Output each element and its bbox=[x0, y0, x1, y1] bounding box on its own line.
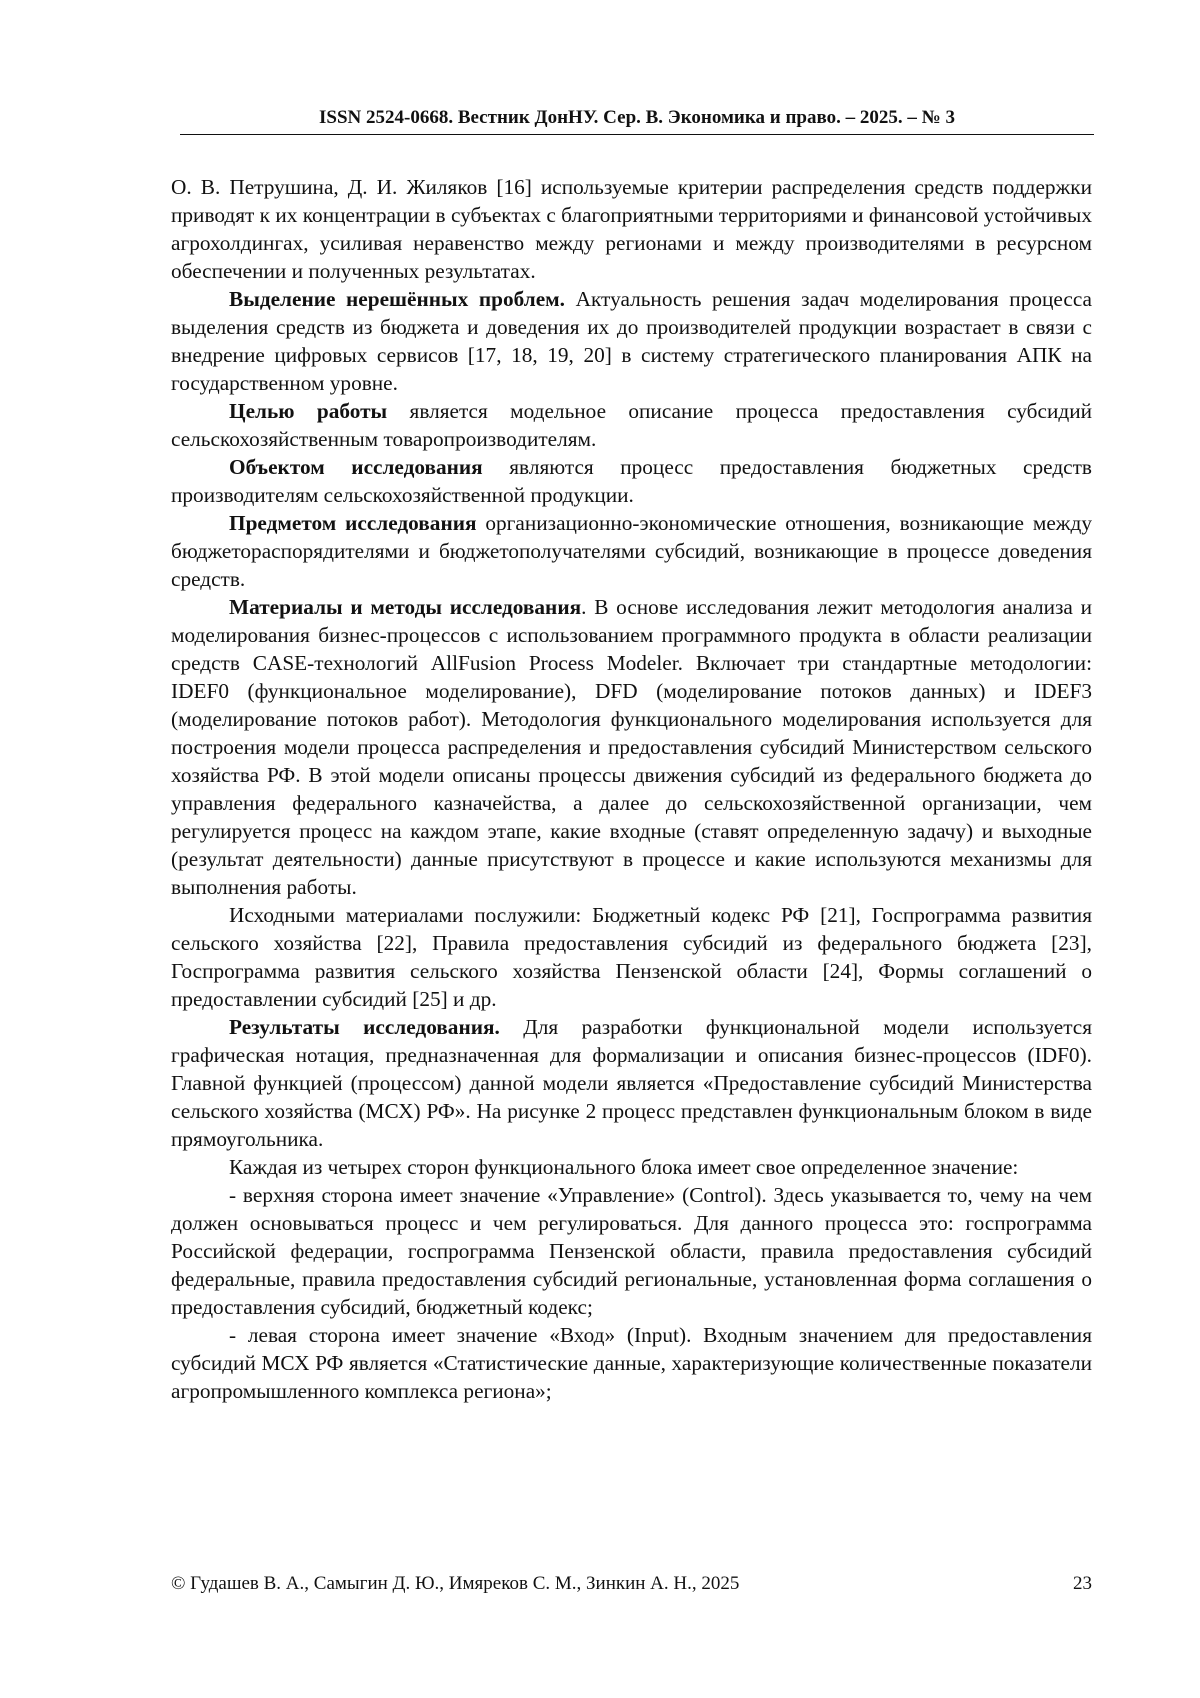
paragraph-input-side: - левая сторона имеет значение «Вход» (Input). Входным значением для предоставления субсидий МСХ РФ является «Статистические данные, характеризующие количественные показатели агропромышленного комплекса региона»; bbox=[171, 1323, 1092, 1403]
heading-unsolved-problems: Выделение нерешённых проблем. bbox=[229, 287, 566, 311]
heading-results: Результаты исследования. bbox=[229, 1015, 500, 1039]
paragraph-control-side: - верхняя сторона имеет значение «Управление» (Control). Здесь указывается то, чему на чем должен основываться процесс и чем регулироваться. Для данного процесса это: госпрограмма Российской федерации, госпрограмма Пензенской области, правила предоставления субсидий федеральные, правила предоставления субсидий региональные, установленная форма соглашения о предоставления субсидий, бюджетный кодекс; bbox=[171, 1183, 1092, 1319]
paragraph-goal bbox=[171, 397, 1092, 453]
heading-goal: Целью работы bbox=[229, 399, 388, 423]
paragraph-unsolved-problems bbox=[171, 285, 1092, 397]
paragraph-results bbox=[171, 1013, 1092, 1153]
paragraph-subject bbox=[171, 509, 1092, 593]
paragraph-materials: Исходными материалами послужили: Бюджетный кодекс РФ [21], Госпрограмма развития сельского хозяйства [22], Правила предоставления субсидий из федерального бюджета [23], Госпрограмма развития сельского хозяйства Пензенской области [24], Формы соглашений о предоставлении субсидий [25] и др. bbox=[171, 903, 1092, 1011]
paragraph-text: Актуальность решения задач моделирования процесса выделения средств из бюджета и доведения их до производителей продукции возрастает в связи с внедрение цифровых сервисов [17, 18, 19, 20] в систему стратегического планирования АПК на государственном уровне. bbox=[171, 287, 1092, 395]
paragraph-text: Для разработки функциональной модели используется графическая нотация, предназначенная для формализации и описания бизнес-процессов (IDF0). Главной функцией (процессом) данной модели является «Предоставление субсидий Министерства сельского хозяйства (МСХ) РФ». На рисунке 2 процесс представлен функциональным блоком в виде прямоугольника. bbox=[171, 1015, 1093, 1151]
page-footer bbox=[171, 1573, 1092, 1595]
paragraph-text: . В основе исследования лежит методология анализа и моделирования бизнес-процессов с использованием программного продукта в области реализации средств CASE-технологий AllFusion Process Modeler. Включает три стандартные методологии: IDEF0 (функциональное моделирование), DFD (моделирование потоков данных) и IDEF3 (моделирование потоков работ). Методология функционального моделирования используется для построения модели процесса распределения и предоставления субсидий Министерством сельского хозяйства РФ. В этой модели описаны процессы движения субсидий из федерального бюджета до управления федерального казначейства, а далее до сельскохозяйственной организации, чем регулируется процесс на каждом этапе, какие входные (ставят определенную задачу) и выходные (результат деятельности) данные присутствуют в процессе и какие используются механизмы для выполнения работы. bbox=[171, 595, 1093, 899]
paragraph-object bbox=[171, 453, 1092, 509]
paragraph-block-sides: Каждая из четырех сторон функционального блока имеет свое определенное значение: bbox=[229, 1155, 1019, 1179]
page-number: 23 bbox=[1073, 1573, 1092, 1594]
paragraph-methods bbox=[171, 593, 1092, 901]
journal-header: ISSN 2524-0668. Вестник ДонНУ. Сер. В. Экономика и право. – 2025. – № 3 bbox=[319, 107, 955, 128]
paragraph-text: являются процесс предоставления бюджетных средств производителям сельскохозяйственной продукции. bbox=[171, 455, 1092, 507]
heading-object: Объектом исследования bbox=[229, 455, 483, 479]
header-divider bbox=[180, 134, 1094, 135]
heading-subject: Предметом исследования bbox=[229, 511, 477, 535]
paragraph-text: организационно-экономические отношения, возникающие между бюджетораспорядителями и бюджетополучателями субсидий, возникающие в процессе доведения средств. bbox=[171, 511, 1092, 591]
article-body bbox=[171, 173, 1092, 1405]
paragraph-text: является модельное описание процесса предоставления субсидий сельскохозяйственным товаропроизводителям. bbox=[171, 399, 1092, 451]
copyright-notice: © Гудашев В. А., Самыгин Д. Ю., Имяреков С. М., Зинкин А. Н., 2025 bbox=[171, 1573, 740, 1594]
heading-methods: Материалы и методы исследования bbox=[229, 595, 582, 619]
paragraph-1: О. В. Петрушина, Д. И. Жиляков [16] используемые критерии распределения средств поддержки приводят к их концентрации в субъектах с благоприятными территориями и финансовой устойчивых агрохолдингах, усиливая неравенство между регионами и между производителями в ресурсном обеспечении и полученных результатах. bbox=[171, 175, 1092, 283]
